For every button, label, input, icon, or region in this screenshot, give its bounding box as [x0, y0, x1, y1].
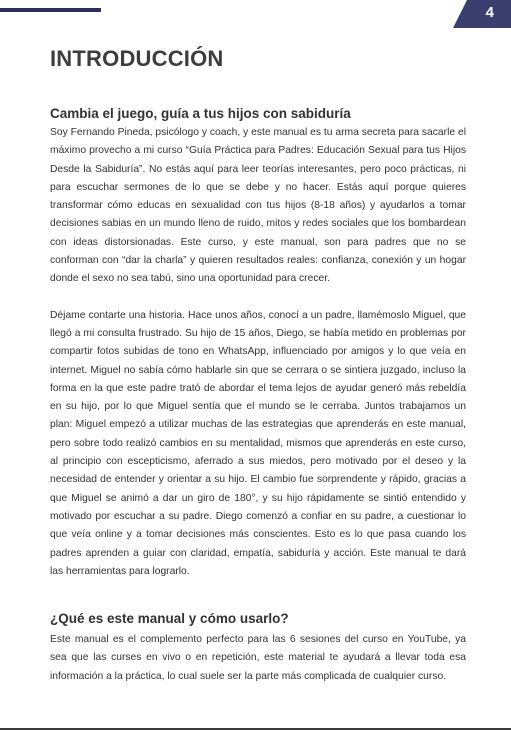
- section-heading-intro: Cambia el juego, guía a tus hijos con sabiduría: [50, 106, 351, 121]
- page-number-tab: [453, 0, 511, 28]
- document-body: [50, 104, 466, 686]
- paragraph-intro: Soy Fernando Pineda, psicólogo y coach, y este manual es tu arma secreta para sacarle el máximo provecho a mi curso “Guía Práctica para Padres: Educación Sexual para tus Hijos Desde la Sabiduría”. No estás aquí para leer teorías interesantes, pero poco prácticas, ni para escuchar sermones de lo que se debe y no hacer. Estás aquí porque quieres transformar cómo educas en sexualidad con tus hijos (8-18 años) y ayudarlos a tomar decisiones sabias en un mundo lleno de ruido, mitos y redes sociales que los bombardean con ideas distorsionadas. Este curso, y este manual, son para padres que no se conforman con “dar la charla” y quieren resultados reales: confianza, conexión y un hogar donde el sexo no sea tabú, sino una oportunidad para crecer.: [50, 127, 466, 285]
- page-number: 4: [485, 4, 494, 21]
- section-heading-manual: ¿Qué es este manual y cómo usarlo?: [50, 611, 289, 627]
- paragraph-story: Déjame contarte una historia. Hace unos años, conocí a un padre, llamémoslo Miguel, que llegó a mi consulta frustrado. Su hijo de 15 años, Diego, se había metido en problemas por compartir fotos subidas de tono en WhatsApp, influenciado por amigos y lo que veía en internet. Miguel no sabía cómo hablarle sin que se cerrara o se sintiera juzgado, incluso la forma en la que este padre trató de abordar el tema lejos de ayudar generó más rebeldía en su hijo, por lo que Miguel sentía que el mundo se le cerraba. Juntos trabajamos un plan: Miguel empezó a utilizar muchas de las estrategias que aprenderás en este manual, pero sobre todo realizó cambios en su mentalidad, mismos que aprenderás en este curso, al principio con escepticismo, aferrado a sus miedos, pero motivado por el deseo y la necesidad de entender y orientar a su hijo. El cambio fue sorprendente y rápido, gracias a que Miguel se animó a dar un giro de 180°, y su hijo rápidamente se sintió entendido y motivado por escuchar a su padre. Diego comenzó a confiar en su padre, a cuestionar lo que veía online y a tomar decisiones más conscientes. Esto es lo que pasa cuando los padres aprenden a guiar con claridad, empatía, sabiduría y acción. Este manual te dará las herramientas para lograrlo.: [50, 309, 466, 577]
- page-title: INTRODUCCIÓN: [50, 46, 224, 71]
- header-accent-rule: [0, 8, 101, 12]
- paragraph-manual: Este manual es el complemento perfecto para las 6 sesiones del curso en YouTube, ya sea que las curses en vivo o en repetición, este material te ayudará a llevar toda esa información a la práctica, lo cual suele ser la parte más complicada de cualquier curso.: [50, 634, 466, 682]
